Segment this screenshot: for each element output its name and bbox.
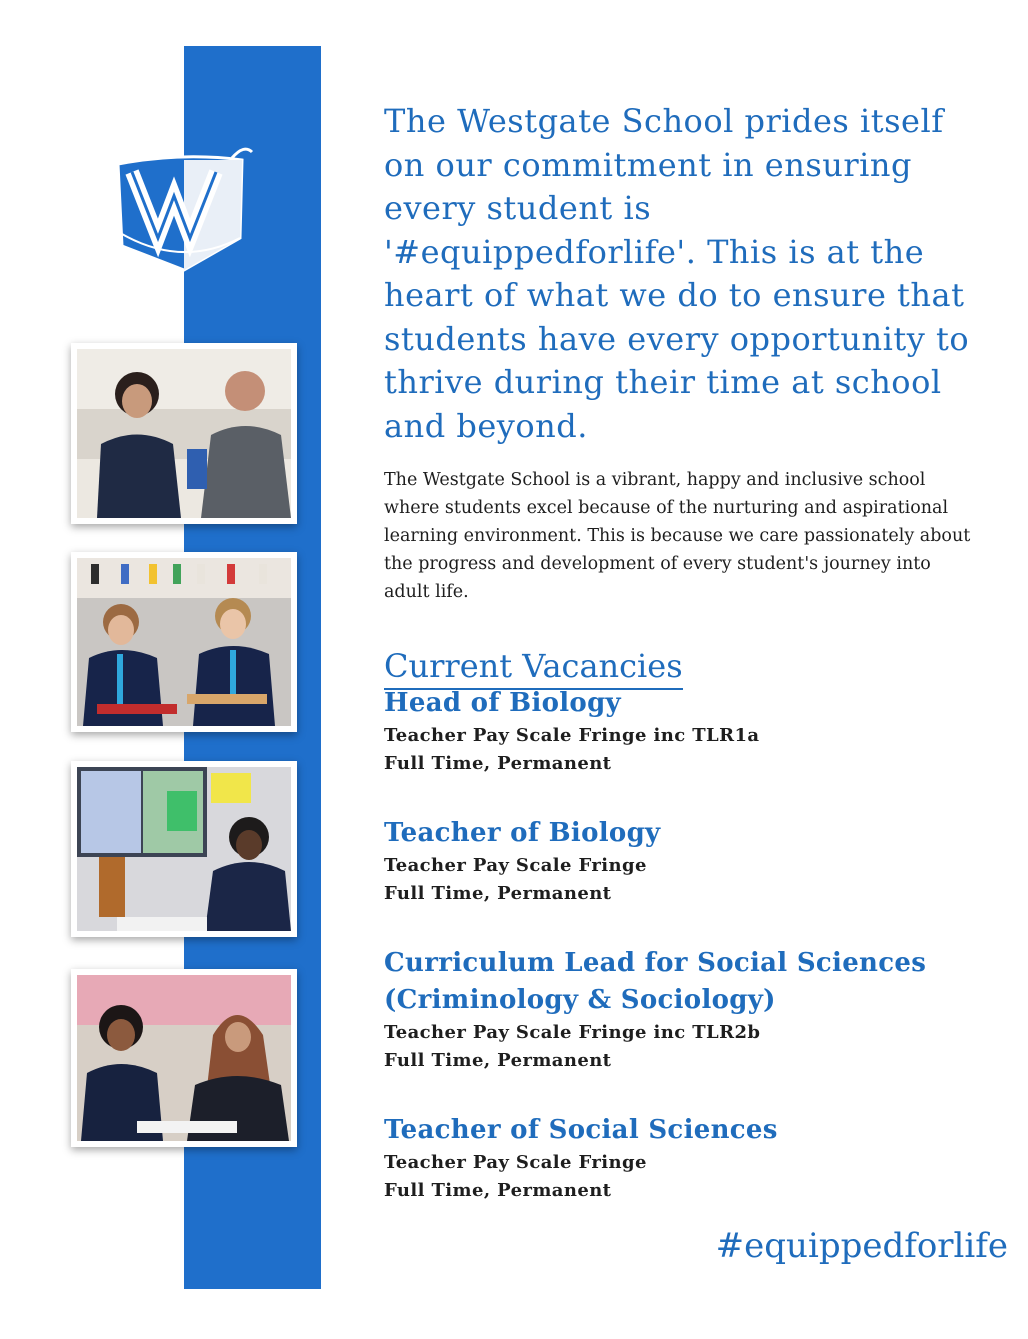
vacancy-item bbox=[384, 1112, 984, 1205]
main-content bbox=[384, 100, 974, 690]
vacancy-terms: Full Time, Permanent bbox=[384, 1050, 612, 1071]
vacancy-pay: Teacher Pay Scale Fringe bbox=[384, 1152, 647, 1173]
vacancy-item bbox=[384, 685, 984, 778]
vacancy-pay: Teacher Pay Scale Fringe bbox=[384, 855, 647, 876]
vacancy-item bbox=[384, 945, 984, 1075]
photo-students-hijab bbox=[71, 969, 297, 1147]
vacancy-pay: Teacher Pay Scale Fringe inc TLR2b bbox=[384, 1022, 761, 1043]
westgate-school-logo bbox=[112, 146, 260, 284]
vacancy-title: Head of Biology bbox=[384, 688, 621, 718]
photo-students-ukulele bbox=[71, 552, 297, 732]
vacancy-title: Teacher of Biology bbox=[384, 818, 661, 848]
intro-heading: The Westgate School prides itself on our commitment in ensuring every student is '#equippedforlife'. This is at the heart of what we do to ensure that students have every opportunity to thrive during their time at school and beyond. bbox=[384, 102, 970, 445]
photo-student-art-class bbox=[71, 761, 297, 937]
intro-body: The Westgate School is a vibrant, happy and inclusive school where students excel because of the nurturing and aspirational learning environment. This is because we care passionately about the progress and development of every student's journey into adult life. bbox=[384, 470, 971, 602]
current-vacancies-title: Current Vacancies bbox=[384, 646, 683, 690]
vacancy-terms: Full Time, Permanent bbox=[384, 753, 612, 774]
vacancy-terms: Full Time, Permanent bbox=[384, 883, 612, 904]
vacancy-pay: Teacher Pay Scale Fringe inc TLR1a bbox=[384, 725, 760, 746]
vacancy-item bbox=[384, 815, 984, 908]
vacancy-title: Teacher of Social Sciences bbox=[384, 1115, 778, 1145]
vacancy-title: Curriculum Lead for Social Sciences (Criminology & Sociology) bbox=[384, 948, 927, 1015]
vacancy-terms: Full Time, Permanent bbox=[384, 1180, 612, 1201]
photo-student-with-teacher bbox=[71, 343, 297, 524]
hashtag-equippedforlife: #equippedforlife bbox=[715, 1226, 1008, 1266]
